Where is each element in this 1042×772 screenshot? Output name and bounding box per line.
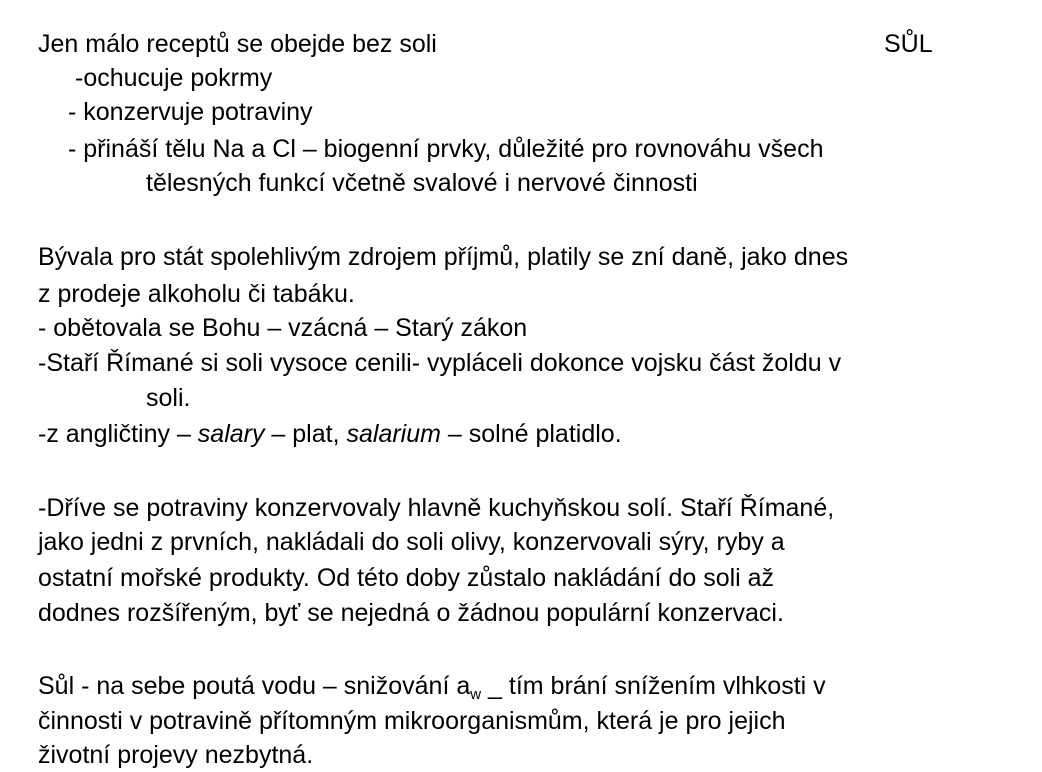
use-item-preserving: - konzervuje potraviny — [68, 98, 313, 126]
history-line: - obětovala se Bohu – vzácná – Starý zákon — [38, 314, 528, 342]
intro-line: Jen málo receptů se obejde bez soli — [38, 30, 437, 58]
etymology-mid: – plat, — [264, 420, 347, 448]
water-activity-line: životní projevy nezbytná. — [38, 741, 314, 769]
history-line: Bývala pro stát spolehlivým zdrojem příjmů, platily se zní daně, jako dnes — [38, 243, 849, 271]
history-line: soli. — [146, 384, 191, 412]
water-activity-after: _ tím brání snížením vlhkosti v — [481, 672, 826, 700]
etymology-suffix: – solné platidlo. — [440, 420, 622, 448]
water-activity-before: Sůl - na sebe poutá vodu – snižování a — [38, 672, 471, 700]
history-line: z prodeje alkoholu či tabáku. — [38, 280, 355, 308]
water-activity-line — [38, 669, 826, 703]
preservation-line: ostatní mořské produkty. Od této doby zůstalo nakládání do soli až — [38, 564, 775, 592]
use-item-elements-cont: tělesných funkcí včetně svalové i nervové činnosti — [146, 169, 698, 197]
slide-title: SŮL — [884, 30, 933, 58]
etymology-line — [38, 417, 622, 451]
water-activity-line: činnosti v potravině přítomným mikroorganismům, která je pro jejich — [38, 707, 786, 735]
preservation-line: dodnes rozšířeným, byť se nejedná o žádnou populární konzervaci. — [38, 599, 784, 627]
preservation-line: -Dříve se potraviny konzervovaly hlavně kuchyňskou solí. Staří Římané, — [38, 494, 835, 522]
preservation-line: jako jedni z prvních, nakládali do soli olivy, konzervovali sýry, ryby a — [38, 528, 785, 556]
etymology-term-salarium: salarium — [346, 420, 441, 448]
history-line: -Staří Římané si soli vysoce cenili- vypláceli dokonce vojsku část žoldu v — [38, 349, 842, 377]
etymology-term-salary: salary — [197, 420, 265, 448]
etymology-prefix: -z angličtiny – — [38, 420, 198, 448]
water-activity-subscript: w — [470, 686, 482, 703]
use-item-flavoring: -ochucuje pokrmy — [75, 64, 273, 92]
use-item-elements: - přináší tělu Na a Cl – biogenní prvky, důležité pro rovnováhu všech — [68, 135, 824, 163]
